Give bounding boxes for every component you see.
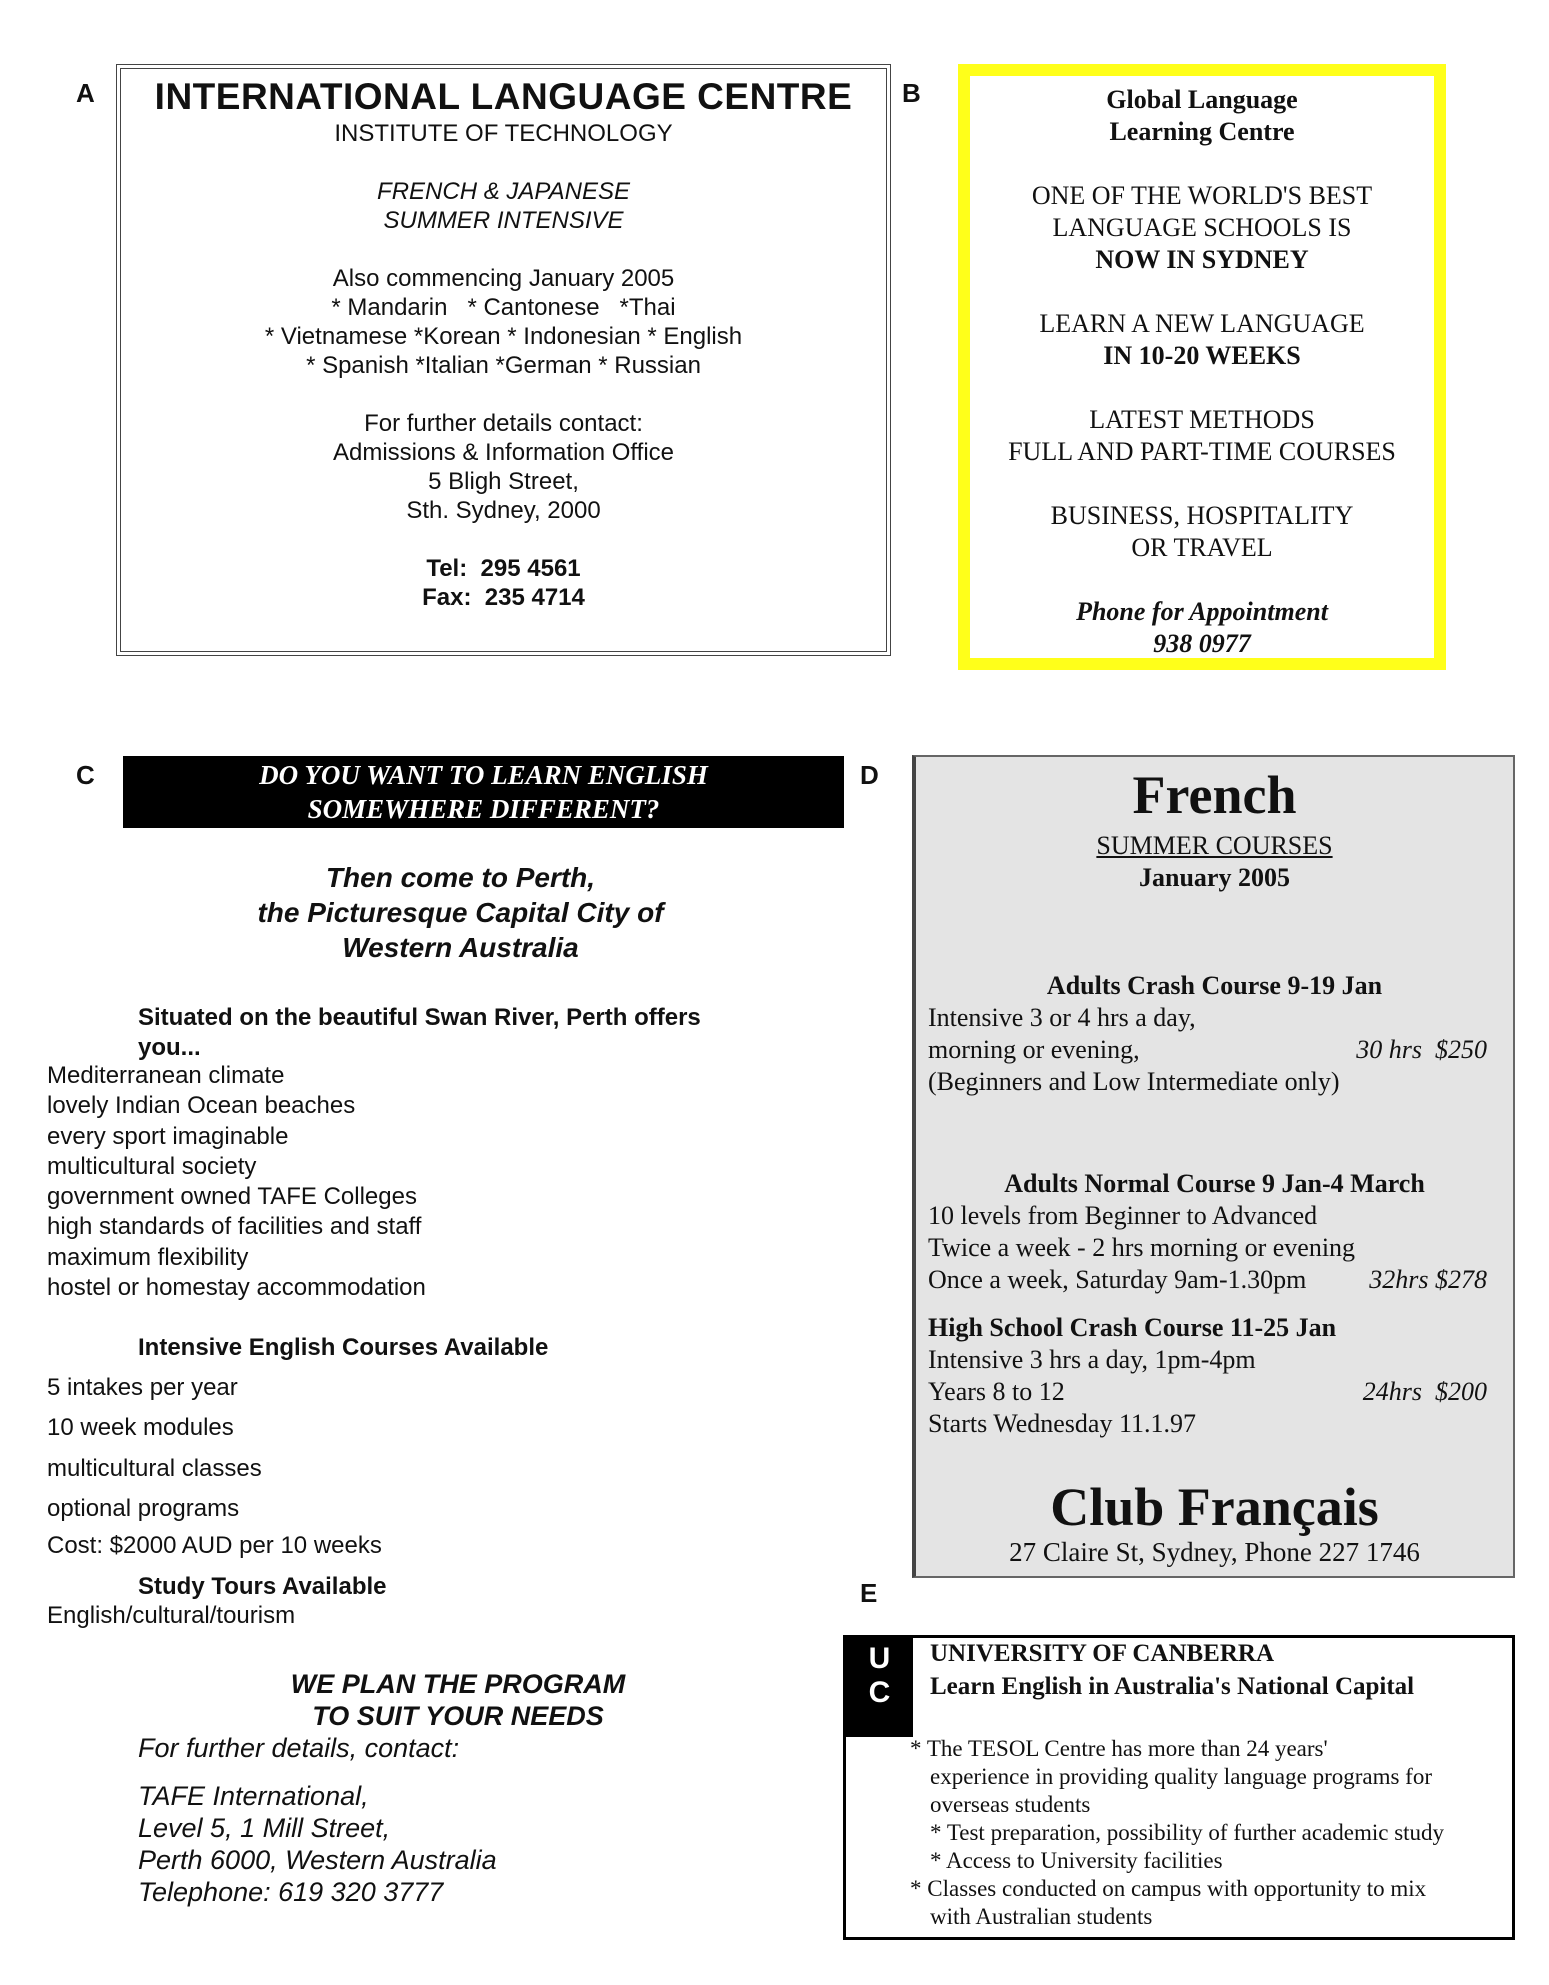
ad-c-banner xyxy=(123,756,844,828)
ad-a-contact-intro: For further details contact: xyxy=(364,410,643,437)
ad-b-line-5: IN 10-20 WEEKS xyxy=(1103,341,1301,370)
ad-b-line-7: FULL AND PART-TIME COURSES xyxy=(1008,437,1396,466)
ad-d-date: January 2005 xyxy=(1139,863,1290,892)
ad-c-head-1: Then come to Perth, xyxy=(325,862,596,893)
ad-b-line-2: LANGUAGE SCHOOLS IS xyxy=(1052,213,1352,242)
ad-a-also: Also commencing January 2005 xyxy=(332,265,675,292)
ad-a-box xyxy=(116,64,891,656)
ad-d-letter: D xyxy=(860,760,879,790)
ad-d-c3-line-2: Years 8 to 12 xyxy=(928,1377,1065,1406)
ad-d-c2-price: 32hrs $278 xyxy=(1369,1265,1487,1294)
ad-e-bullet-4b: with Australian students xyxy=(930,1904,1153,1929)
ad-a-title: INTERNATIONAL LANGUAGE CENTRE xyxy=(154,76,853,117)
ad-e-bullet-1c: overseas students xyxy=(930,1792,1091,1817)
ad-b-line-6: LATEST METHODS xyxy=(1089,405,1315,434)
ad-e-bullet-4a: * Classes conducted on campus with opportunity to mix xyxy=(910,1876,1427,1901)
list-item: hostel or homestay accommodation xyxy=(47,1274,426,1302)
ad-c-contact-3: Perth 6000, Western Australia xyxy=(138,1845,497,1875)
ad-a-office: Admissions & Information Office xyxy=(332,439,675,466)
ad-a-languages-2: * Vietnamese *Korean * Indonesian * English xyxy=(264,323,743,350)
ad-e-head-1: UNIVERSITY OF CANBERRA xyxy=(930,1640,1275,1667)
ad-b-line-1: ONE OF THE WORLD'S BEST xyxy=(1031,181,1373,210)
ad-c-situated-2: you... xyxy=(138,1034,201,1061)
ad-b-line-3: NOW IN SYDNEY xyxy=(1095,245,1309,274)
ad-a-letter: A xyxy=(76,78,95,108)
ad-d-c2-line-3: Once a week, Saturday 9am-1.30pm xyxy=(928,1265,1307,1294)
ad-b-line-4: LEARN A NEW LANGUAGE xyxy=(1039,309,1365,338)
ad-d-c3-line-3: Starts Wednesday 11.1.97 xyxy=(928,1409,1196,1438)
ad-b-name-2: Learning Centre xyxy=(1109,117,1295,146)
list-item: high standards of facilities and staff xyxy=(47,1213,422,1241)
ad-c-contact-intro: For further details, contact: xyxy=(138,1733,460,1763)
ad-c-contact-1: TAFE International, xyxy=(138,1781,369,1811)
ad-e-logo xyxy=(846,1638,913,1737)
ad-c-offers-list xyxy=(47,1061,426,1303)
ad-e-bullet-3: * Access to University facilities xyxy=(930,1848,1223,1873)
ad-d-c1-line-1: Intensive 3 or 4 hrs a day, xyxy=(928,1003,1196,1032)
ad-d-box xyxy=(912,755,1515,1578)
ad-c-contact-2: Level 5, 1 Mill Street, xyxy=(138,1813,391,1843)
ad-c-head-3: Western Australia xyxy=(342,932,579,963)
ad-a-tel: Tel: 295 4561 xyxy=(426,555,581,582)
ad-e-letter: E xyxy=(860,1578,878,1608)
list-item: lovely Indian Ocean beaches xyxy=(47,1092,356,1120)
list-item: multicultural classes xyxy=(47,1455,262,1482)
ad-d-c1-head: Adults Crash Course 9-19 Jan xyxy=(1046,971,1383,1000)
list-item: optional programs xyxy=(47,1495,240,1522)
ad-a-languages-3: * Spanish *Italian *German * Russian xyxy=(306,352,701,379)
ad-b-phone: 938 0977 xyxy=(1153,629,1251,658)
ad-d-title: French xyxy=(1132,765,1297,825)
ad-e-logo-c: C xyxy=(868,1676,891,1709)
ad-b-name-1: Global Language xyxy=(1106,85,1298,114)
ad-e-bullet-1a: * The TESOL Centre has more than 24 years' xyxy=(910,1736,1328,1761)
ad-d-c1-price: 30 hrs $250 xyxy=(1356,1035,1487,1064)
list-item: 5 intakes per year xyxy=(47,1374,238,1401)
ad-c-courses-head: Intensive English Courses Available xyxy=(138,1334,549,1361)
ad-b-box xyxy=(958,64,1446,670)
ad-d-c2-head: Adults Normal Course 9 Jan-4 March xyxy=(1004,1169,1425,1198)
ad-e-bullet-2: * Test preparation, possibility of further academic study xyxy=(930,1820,1445,1845)
list-item: government owned TAFE Colleges xyxy=(47,1183,417,1211)
ad-e-bullet-1b: experience in providing quality language programs for xyxy=(930,1764,1433,1789)
ad-c-tours: English/cultural/tourism xyxy=(47,1602,296,1629)
ad-e-head-2: Learn English in Australia's National Capital xyxy=(930,1673,1415,1700)
ad-d-c2-line-1: 10 levels from Beginner to Advanced xyxy=(928,1201,1318,1230)
ad-d-c3-head: High School Crash Course 11-25 Jan xyxy=(928,1313,1337,1342)
ad-a-subtitle: INSTITUTE OF TECHNOLOGY xyxy=(334,120,673,147)
ad-d-club: Club Français xyxy=(1050,1477,1379,1537)
list-item: maximum flexibility xyxy=(47,1243,249,1271)
ad-c-plan-2: TO SUIT YOUR NEEDS xyxy=(312,1701,604,1731)
ad-c-contact xyxy=(138,1732,497,1908)
ad-b-phone-label: Phone for Appointment xyxy=(1076,597,1328,626)
ad-b-letter: B xyxy=(902,78,921,108)
ad-a-languages-1: * Mandarin * Cantonese *Thai xyxy=(331,294,676,321)
ad-d-c3-line-1: Intensive 3 hrs a day, 1pm-4pm xyxy=(928,1345,1256,1374)
ad-c-plan xyxy=(188,1668,728,1732)
list-item: every sport imaginable xyxy=(47,1122,289,1150)
ad-c-plan-1: WE PLAN THE PROGRAM xyxy=(290,1669,626,1699)
ad-b-line-9: OR TRAVEL xyxy=(1131,533,1273,562)
ad-d-address: 27 Claire St, Sydney, Phone 227 1746 xyxy=(1009,1537,1420,1567)
ad-c-head-2: the Picturesque Capital City of xyxy=(257,897,664,928)
ad-a-program-2: SUMMER INTENSIVE xyxy=(383,207,624,234)
ad-c-banner-1: DO YOU WANT TO LEARN ENGLISH xyxy=(259,760,708,790)
ad-d-c2-line-2: Twice a week - 2 hrs morning or evening xyxy=(928,1233,1356,1262)
ad-c-banner-2: SOMEWHERE DIFFERENT? xyxy=(307,794,660,824)
ad-c-letter: C xyxy=(76,760,95,790)
ad-d-c1-line-2: morning or evening, xyxy=(928,1035,1140,1064)
list-item: 10 week modules xyxy=(47,1414,234,1441)
ad-c-situated-1: Situated on the beautiful Swan River, Perth offers xyxy=(138,1004,701,1031)
ad-d-c3-price: 24hrs $200 xyxy=(1362,1377,1487,1406)
ad-a-program-1: FRENCH & JAPANESE xyxy=(377,178,630,205)
ad-b-line-8: BUSINESS, HOSPITALITY xyxy=(1050,501,1354,530)
ad-c-tours-head: Study Tours Available xyxy=(138,1573,387,1600)
ad-a-city: Sth. Sydney, 2000 xyxy=(406,497,601,524)
list-item: Mediterranean climate xyxy=(47,1062,285,1089)
list-item: multicultural society xyxy=(47,1152,257,1180)
ad-d-subtitle: SUMMER COURSES xyxy=(1096,831,1333,860)
ad-a-street: 5 Bligh Street, xyxy=(428,468,579,495)
ad-c-headline xyxy=(123,860,798,965)
ad-d-c1-line-3: (Beginners and Low Intermediate only) xyxy=(928,1067,1340,1096)
ad-a-fax: Fax: 235 4714 xyxy=(422,584,585,611)
ad-e-box xyxy=(843,1635,1515,1940)
list-item: Cost: $2000 AUD per 10 weeks xyxy=(47,1532,382,1559)
ad-c-contact-4: Telephone: 619 320 3777 xyxy=(138,1877,444,1907)
ad-e-logo-u: U xyxy=(868,1642,891,1675)
